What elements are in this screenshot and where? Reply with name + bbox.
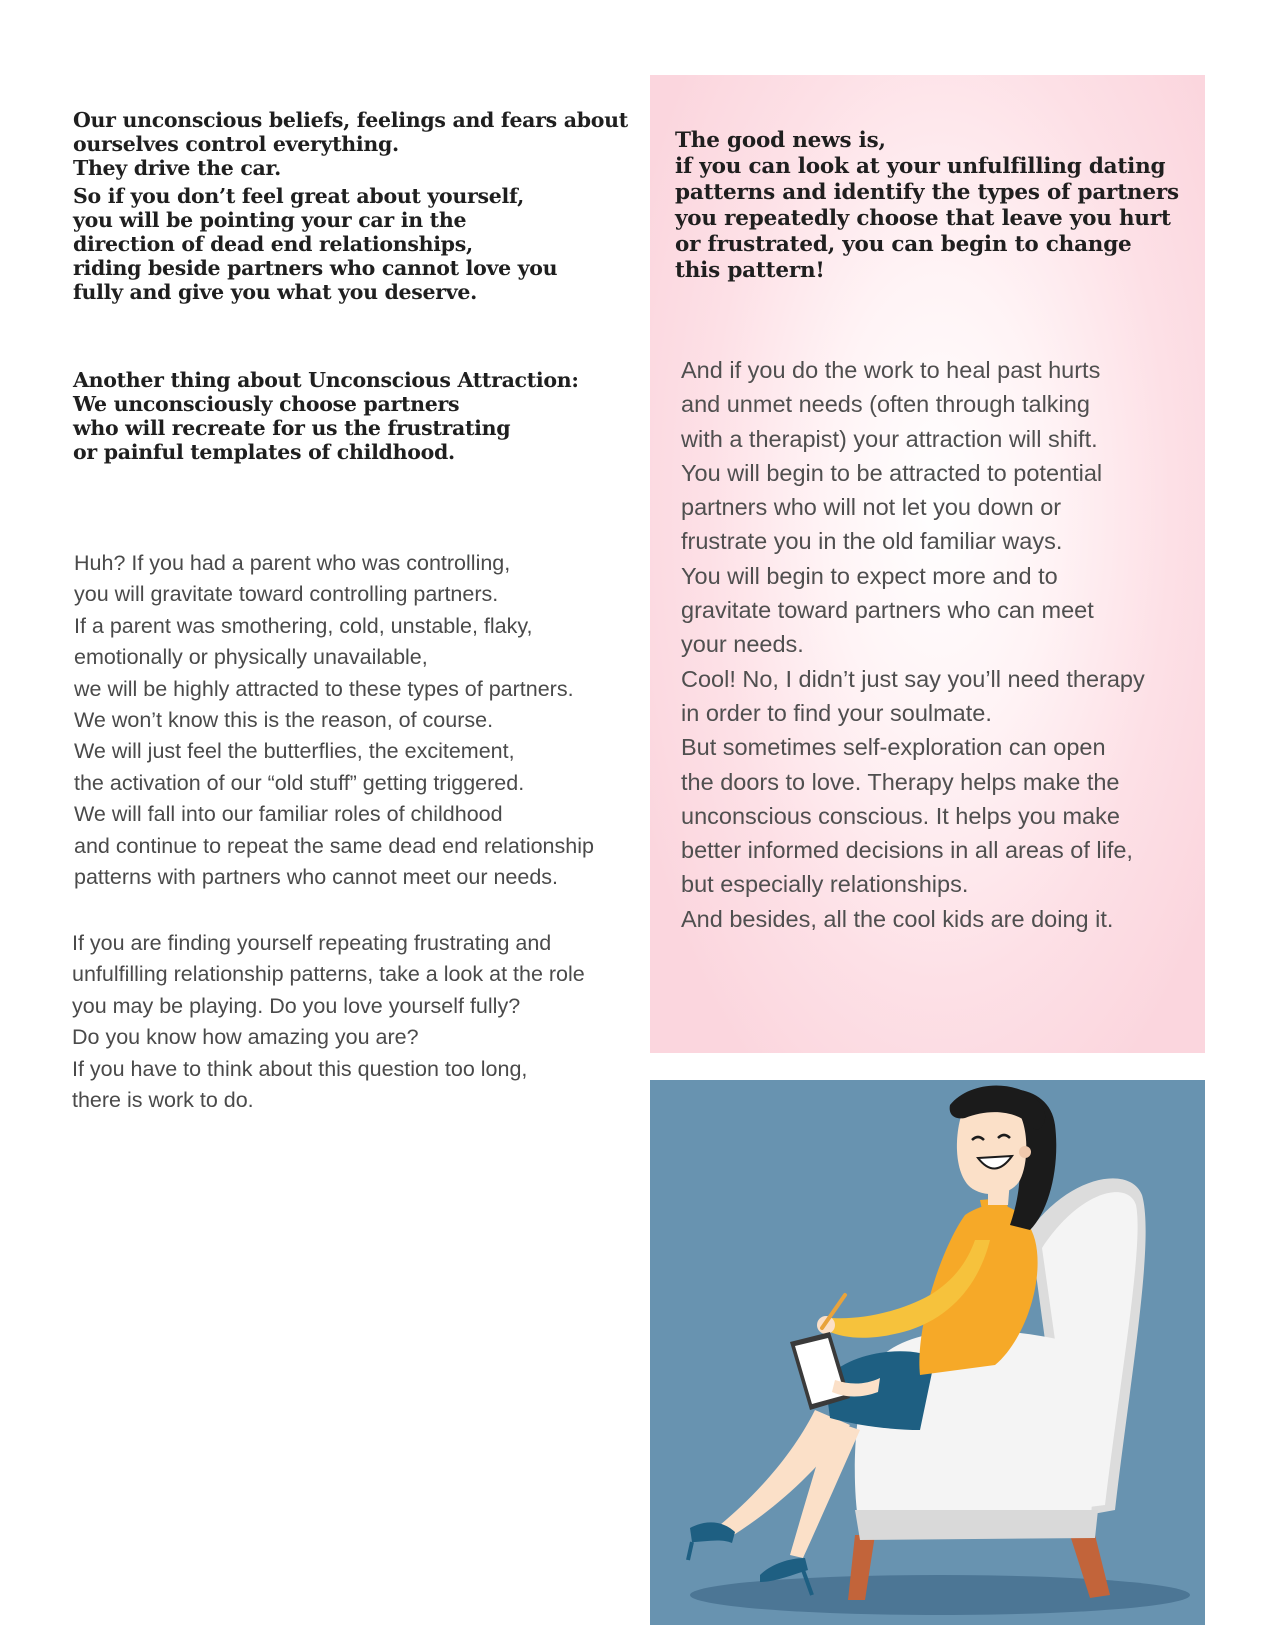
- intro-line: They drive the car.: [73, 156, 281, 180]
- attraction-line: or painful templates of childhood.: [73, 440, 455, 464]
- attraction-line: We unconsciously choose partners: [73, 392, 460, 416]
- therapy-line: and unmet needs (often through talking: [681, 391, 1090, 418]
- therapy-line: unconscious conscious. It helps you make: [681, 802, 1120, 829]
- finding-line: you may be playing. Do you love yourself fully?: [72, 993, 521, 1018]
- attraction-paragraph: [73, 368, 633, 464]
- intro-line: fully and give you what you deserve.: [73, 280, 477, 304]
- huh-line: and continue to repeat the same dead end relationship: [74, 833, 594, 858]
- good-news-paragraph: [675, 128, 1205, 284]
- good-news-line: if you can look at your unfulfilling dating: [675, 154, 1166, 179]
- intro-line: direction of dead end relationships,: [73, 232, 473, 256]
- therapy-line: But sometimes self-exploration can open: [681, 734, 1106, 761]
- ear: [1019, 1146, 1031, 1158]
- good-news-line: you repeatedly choose that leave you hurt: [675, 206, 1171, 231]
- therapy-line: your needs.: [681, 631, 804, 658]
- huh-line: We will fall into our familiar roles of childhood: [74, 802, 503, 827]
- therapy-line: And if you do the work to heal past hurts: [681, 357, 1101, 383]
- good-news-line: patterns and identify the types of partners: [675, 180, 1179, 205]
- finding-line: If you have to think about this question too long,: [72, 1056, 528, 1081]
- huh-line: We will just feel the butterflies, the excitement,: [74, 739, 515, 764]
- good-news-line: The good news is,: [675, 128, 886, 153]
- therapy-line: the doors to love. Therapy helps make the: [681, 768, 1120, 795]
- huh-line: If a parent was smothering, cold, unstable, flaky,: [74, 613, 533, 638]
- therapy-line: better informed decisions in all areas of life,: [681, 837, 1133, 864]
- attraction-line: who will recreate for us the frustrating: [73, 416, 511, 440]
- therapy-line: You will begin to expect more and to: [681, 562, 1058, 589]
- intro-line: riding beside partners who cannot love you: [73, 256, 558, 280]
- huh-line: we will be highly attracted to these types of partners.: [74, 676, 574, 701]
- huh-line: emotionally or physically unavailable,: [74, 645, 428, 670]
- intro-line: Our unconscious beliefs, feelings and fears about: [73, 108, 628, 132]
- therapy-line: but especially relationships.: [681, 871, 969, 898]
- huh-line: Huh? If you had a parent who was controlling,: [74, 551, 511, 575]
- finding-line: there is work to do.: [72, 1088, 254, 1113]
- woman-in-armchair-illustration: [650, 1080, 1205, 1625]
- therapy-line: gravitate toward partners who can meet: [681, 597, 1094, 624]
- finding-line: Do you know how amazing you are?: [72, 1025, 419, 1050]
- pink-callout-panel: [650, 75, 1205, 1053]
- therapy-paragraph: [681, 353, 1201, 936]
- finding-line: unfulfilling relationship patterns, take a look at the role: [72, 962, 585, 987]
- clipboard: [790, 1332, 850, 1410]
- therapy-line: partners who will not let you down or: [681, 494, 1062, 521]
- finding-paragraph: [72, 928, 652, 1116]
- huh-line: We won’t know this is the reason, of course.: [74, 708, 494, 733]
- therapy-line: And besides, all the cool kids are doing it.: [681, 905, 1114, 932]
- finding-line: If you are finding yourself repeating frustrating and: [72, 931, 552, 955]
- intro-paragraph: [73, 108, 633, 304]
- therapy-line: Cool! No, I didn’t just say you’ll need therapy: [681, 665, 1145, 692]
- good-news-line: this pattern!: [675, 258, 825, 283]
- therapy-line: in order to find your soulmate.: [681, 699, 992, 726]
- intro-line: you will be pointing your car in the: [73, 208, 467, 232]
- therapy-line: frustrate you in the old familiar ways.: [681, 528, 1063, 555]
- therapy-line: with a therapist) your attraction will shift.: [681, 425, 1098, 452]
- huh-line: you will gravitate toward controlling partners.: [74, 582, 499, 607]
- huh-paragraph: [74, 548, 654, 893]
- therapy-illustration: [650, 1080, 1205, 1625]
- intro-line: ourselves control everything.: [73, 132, 399, 156]
- good-news-line: or frustrated, you can begin to change: [675, 232, 1132, 257]
- attraction-line: Another thing about Unconscious Attraction:: [73, 368, 579, 392]
- huh-line: the activation of our “old stuff” getting triggered.: [74, 770, 525, 795]
- huh-line: patterns with partners who cannot meet our needs.: [74, 865, 559, 890]
- intro-line: So if you don’t feel great about yourself,: [73, 184, 524, 208]
- therapy-line: You will begin to be attracted to potential: [681, 459, 1103, 486]
